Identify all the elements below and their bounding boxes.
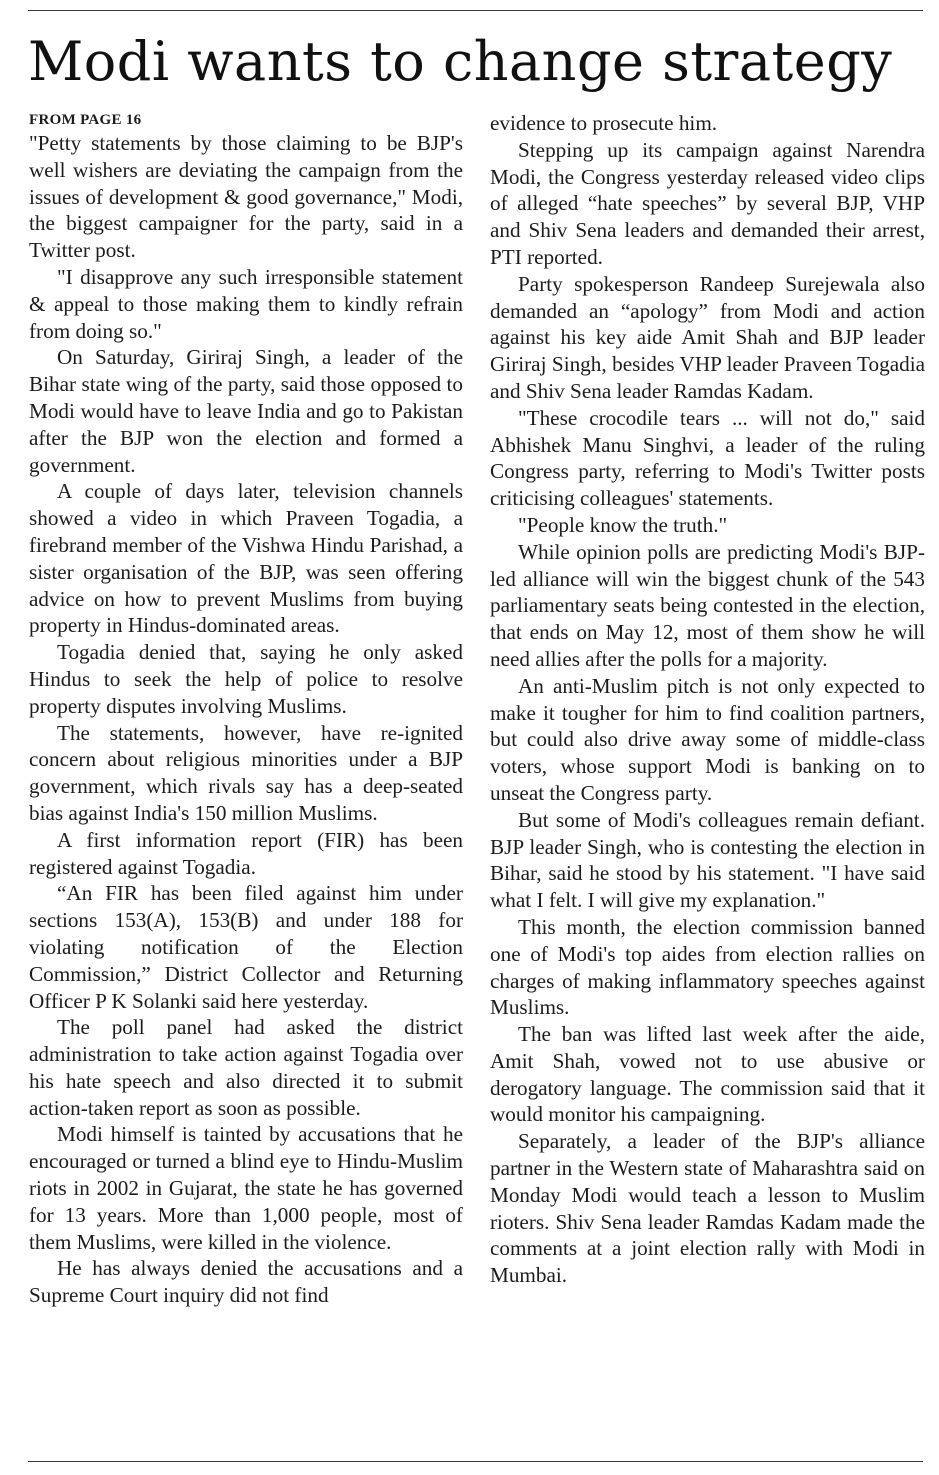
body-paragraph: The poll panel had asked the district administration to take action against Togadia over his hate speech and also directed it to submit action-taken report as soon as possible. [29,1015,463,1120]
body-paragraph: "Petty statements by those claiming to be BJP's well wishers are deviating the campaign from the issues of development & good governance," Modi, the biggest campaigner for the party, said in a Twitter post. [29,131,463,263]
body-paragraph: An anti-Muslim pitch is not only expected to make it tougher for him to find coalition partners, but could also drive away some of middle-class voters, whose support Modi is banking on to unseat the Congress party. [490,673,925,805]
body-paragraph: “An FIR has been filed against him under sections 153(A), 153(B) and under 188 for violating notification of the Election Commission,” District Collector and Returning Officer P K Solanki said here yesterday. [29,881,463,1013]
bottom-rule [28,1461,923,1462]
article-column-left [29,110,463,1309]
body-paragraph: This month, the election commission banned one of Modi's top aides from election rallies on charges of making inflammatory speeches against Muslims. [490,914,925,1020]
headline: Modi wants to change strategy [28,30,893,93]
body-paragraph: Modi himself is tainted by accusations that he encouraged or turned a blind eye to Hindu-Muslim riots in 2002 in Gujarat, the state he has governed for 13 years. More than 1,000 people, most of them Muslims, were killed in the violence. [29,1122,463,1254]
dateline: FROM PAGE 16 [29,112,142,128]
body-paragraph: Togadia denied that, saying he only asked Hindus to seek the help of police to resolve property disputes involving Muslims. [29,640,463,718]
body-paragraph: He has always denied the accusations and a Supreme Court inquiry did not find [29,1256,463,1308]
top-rule [28,10,923,11]
body-paragraph: On Saturday, Giriraj Singh, a leader of the Bihar state wing of the party, said those opposed to Modi would have to leave India and go to Pakistan after the BJP won the election and formed a government. [29,345,463,477]
body-paragraph: But some of Modi's colleagues remain defiant. BJP leader Singh, who is contesting the election in Bihar, said he stood by his statement. "I have said what I felt. I will give my explanation." [490,807,925,913]
body-paragraph: "I disapprove any such irresponsible statement & appeal to those making them to kindly refrain from doing so." [29,264,463,343]
body-paragraph: The ban was lifted last week after the aide, Amit Shah, vowed not to use abusive or derogatory language. The commission said that it would monitor his campaigning. [490,1022,925,1127]
body-paragraph: Party spokesperson Randeep Surejewala also demanded an “apology” from Modi and action against his key aide Amit Shah and BJP leader Giriraj Singh, besides VHP leader Praveen Togadia and Shiv Sena leader Ramdas Kadam. [490,271,925,403]
body-paragraph: A couple of days later, television channels showed a video in which Praveen Togadia, a firebrand member of the Vishwa Hindu Parishad, a sister organisation of the BJP, was seen offering advice on how to prevent Muslims from buying property in Hindus-dominated areas. [29,479,463,638]
body-paragraph: "People know the truth." [518,512,728,537]
body-paragraph: A first information report (FIR) has been registered against Togadia. [29,827,463,879]
body-paragraph: "These crocodile tears ... will not do," said Abhishek Manu Singhvi, a leader of the ruling Congress party, referring to Modi's Twitter posts criticising colleagues' statements. [490,405,925,511]
body-paragraph-continued: evidence to prosecute him. [490,111,718,135]
body-paragraph: Separately, a leader of the BJP's alliance partner in the Western state of Maharashtra said on Monday Modi would teach a lesson to Muslim rioters. Shiv Sena leader Ramdas Kadam made the comments at a joint election rally with Modi in Mumbai. [490,1129,925,1288]
article-column-right [490,110,925,1289]
body-paragraph: Stepping up its campaign against Narendra Modi, the Congress yesterday released video clips of alleged “hate speeches” by several BJP, VHP and Shiv Sena leaders and demanded their arrest, PTI reported. [490,137,925,269]
body-paragraph: The statements, however, have re-ignited concern about religious minorities under a BJP government, which rivals say has a deep-seated bias against India's 150 million Muslims. [29,720,463,825]
body-paragraph: While opinion polls are predicting Modi's BJP-led alliance will win the biggest chunk of the 543 parliamentary seats being contested in the election, that ends on May 12, most of them show he will need allies after the polls for a majority. [490,539,925,671]
